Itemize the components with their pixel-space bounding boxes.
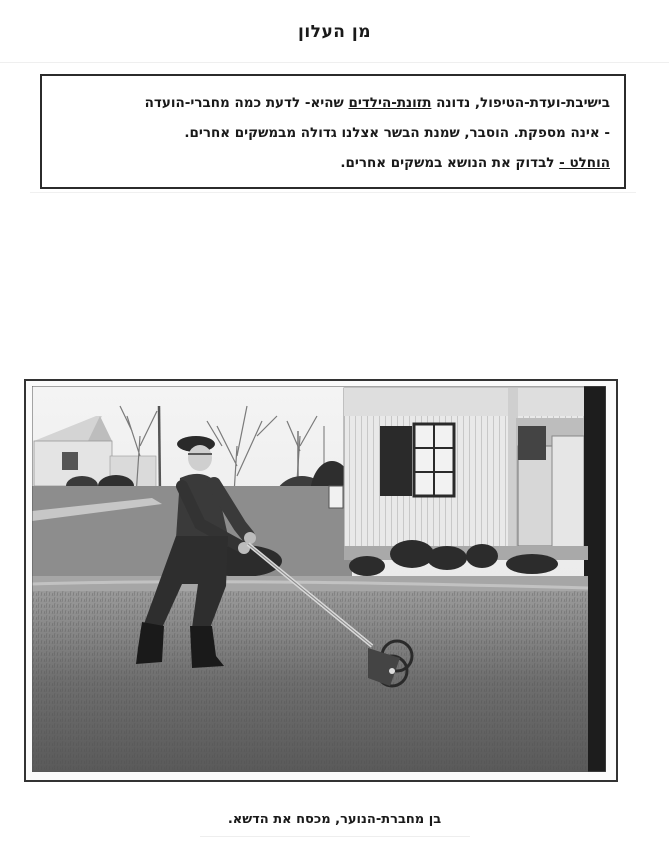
notice-underlined-topic: תזונת-הילדים <box>348 95 432 111</box>
notice-line-2: - אינה מספקת. הוסבר, שמנת הבשר אצלנו גדולה מבמשקים אחרים. <box>184 125 610 141</box>
notice-decision-text: לבדוק את הנושא במשקים אחרים. <box>340 155 560 171</box>
photo-boy-mowing-lawn <box>32 386 606 772</box>
notice-divider <box>30 192 636 193</box>
title-divider <box>0 62 669 63</box>
notice-line-1-end: שהיא- לדעת כמה מחברי-הועדה <box>144 95 349 111</box>
notice-line-1-start: בישיבת-ועדת-הטיפול, נדונה <box>431 95 610 111</box>
notice-decision-label: הוחלט - <box>559 155 610 171</box>
notice-box <box>40 74 626 189</box>
photo-caption: בן מחברת-הנוער, מכסח את הדשא. <box>227 812 442 827</box>
notice-line-1 <box>56 88 610 118</box>
notice-line-3 <box>56 148 610 178</box>
caption-divider <box>200 836 470 837</box>
page-title: מן העלון <box>297 22 371 42</box>
